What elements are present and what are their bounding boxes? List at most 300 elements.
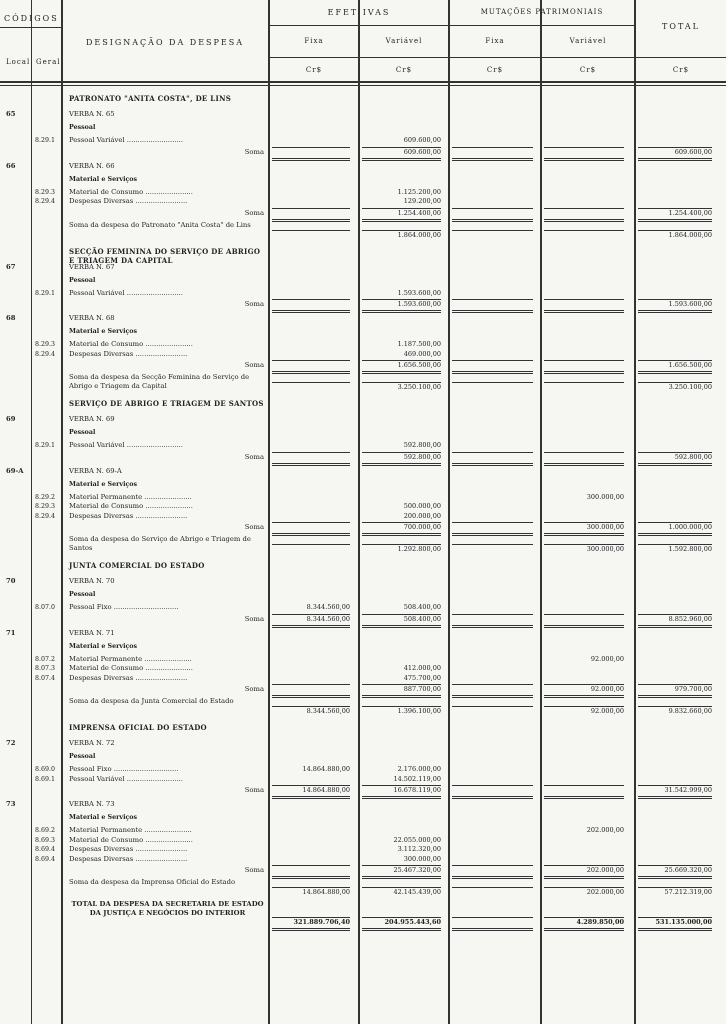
geral-code: 8.07.2 <box>35 655 56 663</box>
total-value: 31.542.999,00 <box>664 786 712 794</box>
sum-rule <box>638 360 712 361</box>
sum-rule <box>638 522 712 523</box>
verba-label: VERBA N. 72 <box>69 739 115 747</box>
section-label: SECÇÃO FEMININA DO SERVIÇO DE ABRIGO E TRIAGEM DA CAPITAL <box>69 246 261 265</box>
sum-rule <box>362 208 441 209</box>
sum-rule <box>452 865 533 866</box>
total-value: 1.593.600,00 <box>668 300 712 308</box>
variavel-value: 1.593.600,00 <box>397 300 441 308</box>
total-value: 979.700,00 <box>674 685 712 693</box>
total-label: Soma da despesa da Junta Comercial do Estado <box>69 697 234 705</box>
item-label: Material de Consumo ...................... <box>69 664 193 672</box>
total-value: 531.135.000,00 <box>655 918 712 926</box>
sum-double-rule <box>362 876 441 879</box>
sub-label: Pessoal <box>69 276 96 284</box>
sum-rule <box>362 522 441 523</box>
sum-rule <box>638 452 712 453</box>
sum-rule <box>452 522 533 523</box>
item-label: Material Permanente ...................... <box>69 654 192 663</box>
sum-double-rule <box>544 219 624 222</box>
sum-double-rule <box>544 463 624 466</box>
variavel-value: 204.955.443,60 <box>384 918 441 926</box>
local-code: 70 <box>6 577 16 585</box>
mut-variavel-value: 300.000,00 <box>586 545 624 553</box>
sum-double-rule <box>638 796 712 799</box>
sum-rule <box>272 299 350 300</box>
sum-double-rule <box>544 695 624 698</box>
fixa-value: 14.864.880,00 <box>302 888 350 896</box>
sum-rule <box>272 147 350 148</box>
soma-label: Soma <box>244 523 264 531</box>
item-label: Pessoal Fixo .............................. <box>69 765 179 773</box>
mut-variavel-value: 92.000,00 <box>590 707 624 715</box>
item-label: Material de Consumo ...................... <box>69 502 193 510</box>
sum-rule <box>544 360 624 361</box>
header-rule-efetivas <box>268 25 634 26</box>
local-code: 65 <box>6 110 16 118</box>
sum-rule <box>544 299 624 300</box>
soma-label: Soma <box>244 866 264 874</box>
geral-code: 8.29.4 <box>35 350 56 358</box>
soma-label: Soma <box>244 685 264 693</box>
header-geral: Geral <box>36 58 61 66</box>
variavel-value: 1.593.600,00 <box>397 288 441 297</box>
local-code: 69-A <box>6 466 24 475</box>
mut-variavel-value: 300.000,00 <box>586 492 624 501</box>
total-value: 1.254.400,00 <box>668 208 712 217</box>
sum-rule <box>638 887 712 888</box>
sum-double-rule <box>362 371 441 374</box>
soma-label: Soma <box>244 614 264 623</box>
item-label: Despesas Diversas ........................ <box>69 854 188 863</box>
header-efetivas: EFET IVAS <box>327 8 391 17</box>
total-value: 592.800,00 <box>674 452 712 461</box>
header-currency-mut-variavel: Cr$ <box>579 66 597 74</box>
total-value: 57.212.319,00 <box>664 888 712 896</box>
col-rule-geral <box>61 0 63 1024</box>
local-code: 69 <box>6 415 16 423</box>
header-currency-variavel: Cr$ <box>395 66 413 74</box>
variavel-value: 14.502.119,00 <box>393 774 441 783</box>
sum-double-rule <box>638 928 712 931</box>
sum-double-rule <box>544 310 624 313</box>
grand-label: TOTAL DA DESPESA DA SECRETARIA DE ESTADO DA JUSTIÇA E NEGÓCIOS DO INTERIOR <box>71 900 264 917</box>
header-currency-fixa: Cr$ <box>305 66 323 74</box>
sum-rule <box>544 522 624 523</box>
sum-rule <box>272 522 350 523</box>
sum-double-rule <box>452 876 533 879</box>
fixa-value: 8.344.560,00 <box>306 603 350 611</box>
sub-label: Material e Serviços <box>69 480 138 488</box>
sum-rule <box>272 452 350 453</box>
sub-label: Material e Serviços <box>69 175 138 183</box>
item-label: Material de Consumo ...................... <box>69 187 193 196</box>
sum-double-rule <box>638 876 712 879</box>
sum-rule <box>452 208 533 209</box>
geral-code: 8.29.3 <box>35 188 56 196</box>
sum-rule <box>272 360 350 361</box>
sum-rule <box>452 785 533 786</box>
sum-rule <box>452 147 533 148</box>
col-rule-fixa <box>358 0 360 1024</box>
sum-rule <box>544 887 624 888</box>
geral-code: 8.69.2 <box>35 827 56 834</box>
sum-double-rule <box>362 158 441 161</box>
sum-rule <box>272 208 350 209</box>
item-label: Despesas Diversas ........................ <box>69 673 188 682</box>
geral-code: 8.69.4 <box>35 855 56 863</box>
sum-double-rule <box>638 158 712 161</box>
sum-rule <box>362 360 441 361</box>
geral-code: 8.29.3 <box>35 503 56 510</box>
geral-code: 8.07.4 <box>35 674 56 682</box>
header-variavel: Variável <box>385 37 423 45</box>
variavel-value: 300.000,00 <box>403 854 441 863</box>
verba-label: VERBA N. 73 <box>69 800 115 808</box>
sum-rule <box>362 887 441 888</box>
sum-double-rule <box>452 796 533 799</box>
variavel-value: 16.678.119,00 <box>393 786 441 794</box>
geral-code: 8.69.1 <box>35 775 56 783</box>
sum-rule <box>544 684 624 685</box>
sum-rule <box>544 544 624 545</box>
col-rule-local <box>31 0 32 1024</box>
sum-double-rule <box>452 695 533 698</box>
verba-label: VERBA N. 65 <box>69 110 115 118</box>
sum-double-rule <box>452 158 533 161</box>
local-code: 71 <box>6 628 16 637</box>
sum-double-rule <box>272 463 350 466</box>
item-label: Pessoal Variável .......................... <box>69 774 183 783</box>
header-total: TOTAL <box>662 22 700 31</box>
geral-code: 8.29.1 <box>35 137 56 144</box>
sum-rule <box>272 614 350 615</box>
header-rule-bottom <box>0 81 726 83</box>
variavel-value: 1.254.400,00 <box>397 208 441 217</box>
sum-double-rule <box>272 876 350 879</box>
total-value: 609.600,00 <box>674 147 712 156</box>
sum-double-rule <box>638 310 712 313</box>
mut-variavel-value: 92.000,00 <box>590 685 624 693</box>
sum-rule <box>638 299 712 300</box>
sum-rule <box>452 684 533 685</box>
local-code: 67 <box>6 262 16 271</box>
sum-rule <box>362 544 441 545</box>
total-label: Soma da despesa do Serviço de Abrigo e Triagem de Santos <box>69 535 251 552</box>
sum-rule <box>362 865 441 866</box>
sum-rule <box>452 706 533 707</box>
sum-rule <box>544 382 624 383</box>
sum-double-rule <box>272 533 350 536</box>
geral-code: 8.69.3 <box>35 836 56 844</box>
section-label: PATRONATO "ANITA COSTA", DE LINS <box>69 94 232 103</box>
sum-rule <box>638 684 712 685</box>
sum-rule <box>452 360 533 361</box>
sum-rule <box>544 230 624 231</box>
item-label: Pessoal Variável .......................... <box>69 441 183 449</box>
sum-double-rule <box>544 158 624 161</box>
sum-rule <box>362 230 441 231</box>
variavel-value: 700.000,00 <box>403 523 441 531</box>
sum-rule <box>272 544 350 545</box>
sum-double-rule <box>272 625 350 628</box>
fixa-value: 14.864.880,00 <box>302 786 350 794</box>
total-value: 1.592.800,00 <box>668 545 712 553</box>
sum-rule <box>638 706 712 707</box>
total-value: 8.852.960,00 <box>668 614 712 623</box>
sum-double-rule <box>272 371 350 374</box>
variavel-value: 508.400,00 <box>403 603 441 611</box>
sum-double-rule <box>544 796 624 799</box>
variavel-value: 42.145.439,00 <box>393 888 441 896</box>
header-rule-codigos <box>0 27 61 28</box>
item-label: Material de Consumo ...................... <box>69 835 193 844</box>
soma-label: Soma <box>244 452 264 461</box>
sum-rule <box>272 917 350 918</box>
verba-label: VERBA N. 71 <box>69 628 115 637</box>
geral-code: 8.29.1 <box>35 442 56 449</box>
sum-double-rule <box>272 158 350 161</box>
geral-code: 8.29.4 <box>35 512 56 520</box>
sum-rule <box>638 208 712 209</box>
item-label: Pessoal Fixo .............................. <box>69 603 179 611</box>
sum-rule <box>638 785 712 786</box>
header-rule-subcols <box>268 57 726 58</box>
soma-label: Soma <box>244 361 264 369</box>
mut-variavel-value: 202.000,00 <box>586 888 624 896</box>
sum-rule <box>452 382 533 383</box>
sum-rule <box>544 785 624 786</box>
sum-double-rule <box>638 371 712 374</box>
geral-code: 8.29.4 <box>35 198 56 205</box>
variavel-value: 1.292.800,00 <box>397 545 441 553</box>
sum-rule <box>544 452 624 453</box>
variavel-value: 469.000,00 <box>403 349 441 358</box>
item-label: Despesas Diversas ........................ <box>69 349 188 358</box>
variavel-value: 609.600,00 <box>403 136 441 144</box>
section-label: JUNTA COMERCIAL DO ESTADO <box>69 561 205 570</box>
sum-rule <box>452 299 533 300</box>
sum-rule <box>272 382 350 383</box>
sum-double-rule <box>272 310 350 313</box>
total-label: Soma da despesa da Secção Feminina do Serviço de Abrigo e Triagem da Capital <box>69 373 250 390</box>
sum-rule <box>452 887 533 888</box>
geral-code: 8.69.0 <box>35 766 56 773</box>
variavel-value: 412.000,00 <box>403 664 441 672</box>
sum-double-rule <box>362 310 441 313</box>
header-codigos: CÓDIGOS <box>4 14 59 23</box>
sum-double-rule <box>452 371 533 374</box>
sum-double-rule <box>638 625 712 628</box>
item-label: Pessoal Variável .......................... <box>69 288 183 297</box>
sum-double-rule <box>638 219 712 222</box>
sub-label: Material e Serviços <box>69 328 138 335</box>
sum-rule <box>544 865 624 866</box>
sum-double-rule <box>544 876 624 879</box>
geral-code: 8.29.2 <box>35 493 56 501</box>
col-rule-designacao <box>268 0 270 1024</box>
col-rule-mut-fixa <box>540 0 542 1024</box>
sum-rule <box>544 147 624 148</box>
sum-double-rule <box>638 695 712 698</box>
variavel-value: 129.200,00 <box>403 197 441 205</box>
sub-label: Material e Serviços <box>69 642 138 650</box>
mut-variavel-value: 202.000,00 <box>586 866 624 874</box>
sum-rule <box>362 452 441 453</box>
total-label: Soma da despesa do Patronato "Anita Costa" de Lins <box>69 220 251 229</box>
geral-code: 8.07.3 <box>35 665 56 672</box>
header-currency-mut-fixa: Cr$ <box>486 66 504 74</box>
header-fixa: Fixa <box>304 37 324 45</box>
variavel-value: 475.700,00 <box>403 673 441 682</box>
sum-rule <box>638 382 712 383</box>
sum-rule <box>272 785 350 786</box>
sum-double-rule <box>638 533 712 536</box>
sum-rule <box>362 382 441 383</box>
sum-rule <box>362 684 441 685</box>
variavel-value: 609.600,00 <box>403 147 441 156</box>
sum-rule <box>544 208 624 209</box>
soma-label: Soma <box>244 208 264 217</box>
total-label: Soma da despesa da Imprensa Oficial do Estado <box>69 878 236 886</box>
item-label: Pessoal Variável .......................... <box>69 136 183 144</box>
sum-double-rule <box>362 928 441 931</box>
item-label: Despesas Diversas ........................ <box>69 845 188 853</box>
variavel-value: 887.700,00 <box>403 685 441 693</box>
fixa-value: 321.889.706,40 <box>293 918 350 926</box>
section-label: IMPRENSA OFICIAL DO ESTADO <box>69 723 207 732</box>
verba-label: VERBA N. 68 <box>69 314 115 322</box>
local-code: 72 <box>6 739 16 747</box>
sum-rule <box>272 865 350 866</box>
sum-double-rule <box>638 463 712 466</box>
sum-rule <box>452 452 533 453</box>
sum-double-rule <box>452 310 533 313</box>
mut-variavel-value: 300.000,00 <box>586 523 624 531</box>
sum-double-rule <box>362 463 441 466</box>
item-label: Material Permanente ...................... <box>69 492 192 501</box>
sum-rule <box>452 544 533 545</box>
col-rule-variavel <box>448 0 450 1024</box>
total-value: 9.832.660,00 <box>668 707 712 715</box>
header-local: Local <box>6 58 31 66</box>
fixa-value: 8.344.560,00 <box>306 614 350 623</box>
sum-double-rule <box>362 533 441 536</box>
sum-double-rule <box>452 463 533 466</box>
header-rule-bottom2 <box>0 85 726 86</box>
sum-rule <box>362 299 441 300</box>
sum-rule <box>638 544 712 545</box>
soma-label: Soma <box>244 300 264 308</box>
sum-rule <box>272 230 350 231</box>
sum-rule <box>272 887 350 888</box>
total-value: 25.669.320,00 <box>664 866 712 874</box>
sum-double-rule <box>452 533 533 536</box>
variavel-value: 592.800,00 <box>403 441 441 449</box>
sum-rule <box>362 917 441 918</box>
geral-code: 8.29.3 <box>35 341 56 348</box>
fixa-value: 8.344.560,00 <box>306 707 350 715</box>
geral-code: 8.29.1 <box>35 289 56 297</box>
verba-label: VERBA N. 69 <box>69 415 115 423</box>
sum-double-rule <box>272 928 350 931</box>
sum-rule <box>544 614 624 615</box>
sum-rule <box>452 230 533 231</box>
local-code: 68 <box>6 314 16 322</box>
sub-label: Pessoal <box>69 591 96 598</box>
sub-label: Pessoal <box>69 753 96 760</box>
sum-double-rule <box>452 928 533 931</box>
sum-double-rule <box>272 796 350 799</box>
item-label: Despesas Diversas ........................ <box>69 511 188 520</box>
header-designacao: DESIGNAÇÃO DA DESPESA <box>85 38 244 47</box>
variavel-value: 1.125.200,00 <box>397 187 441 196</box>
sum-double-rule <box>272 219 350 222</box>
header-mut-fixa: Fixa <box>485 37 505 45</box>
sum-double-rule <box>362 695 441 698</box>
sum-double-rule <box>452 625 533 628</box>
verba-label: VERBA N. 66 <box>69 161 115 170</box>
sum-double-rule <box>272 695 350 698</box>
sum-rule <box>362 147 441 148</box>
sum-double-rule <box>362 796 441 799</box>
total-value: 1.000.000,00 <box>668 523 712 531</box>
variavel-value: 500.000,00 <box>403 502 441 510</box>
mut-variavel-value: 4.289.850,00 <box>576 918 624 926</box>
sum-rule <box>638 147 712 148</box>
variavel-value: 1.656.500,00 <box>397 361 441 369</box>
total-value: 1.864.000,00 <box>668 230 712 239</box>
total-value: 1.656.500,00 <box>668 361 712 369</box>
geral-code: 8.07.0 <box>35 604 56 611</box>
mut-variavel-value: 92.000,00 <box>590 654 624 663</box>
sum-rule <box>272 684 350 685</box>
variavel-value: 22.055.000,00 <box>393 835 441 844</box>
sum-double-rule <box>544 625 624 628</box>
sum-rule <box>544 917 624 918</box>
soma-label: Soma <box>244 147 264 156</box>
variavel-value: 1.864.000,00 <box>397 230 441 239</box>
variavel-value: 508.400,00 <box>403 614 441 623</box>
item-label: Material Permanente ...................... <box>69 826 192 834</box>
mut-variavel-value: 202.000,00 <box>586 826 624 834</box>
variavel-value: 3.250.100,00 <box>397 383 441 391</box>
header-mut-variavel: Variável <box>569 37 607 45</box>
item-label: Material de Consumo ...................... <box>69 340 193 348</box>
total-value: 3.250.100,00 <box>668 383 712 391</box>
header-mutacoes: MUTAÇÕES PATRIMONIAIS <box>480 8 604 16</box>
variavel-value: 1.396.100,00 <box>397 707 441 715</box>
local-code: 73 <box>6 800 16 808</box>
sum-rule <box>638 614 712 615</box>
verba-label: VERBA N. 69-A <box>69 466 122 475</box>
section-label: SERVIÇO DE ABRIGO E TRIAGEM DE SANTOS <box>69 399 264 408</box>
variavel-value: 200.000,00 <box>403 511 441 520</box>
sum-rule <box>544 706 624 707</box>
verba-label: VERBA N. 70 <box>69 577 115 585</box>
item-label: Despesas Diversas ........................ <box>69 197 188 205</box>
sum-double-rule <box>544 371 624 374</box>
col-rule-mut-variavel <box>634 0 636 1024</box>
sum-rule <box>272 706 350 707</box>
sub-label: Pessoal <box>69 429 96 436</box>
variavel-value: 592.800,00 <box>403 452 441 461</box>
verba-label: VERBA N. 67 <box>69 262 115 271</box>
sum-double-rule <box>362 219 441 222</box>
sum-rule <box>362 614 441 615</box>
variavel-value: 1.187.500,00 <box>397 340 441 348</box>
local-code: 66 <box>6 161 16 170</box>
